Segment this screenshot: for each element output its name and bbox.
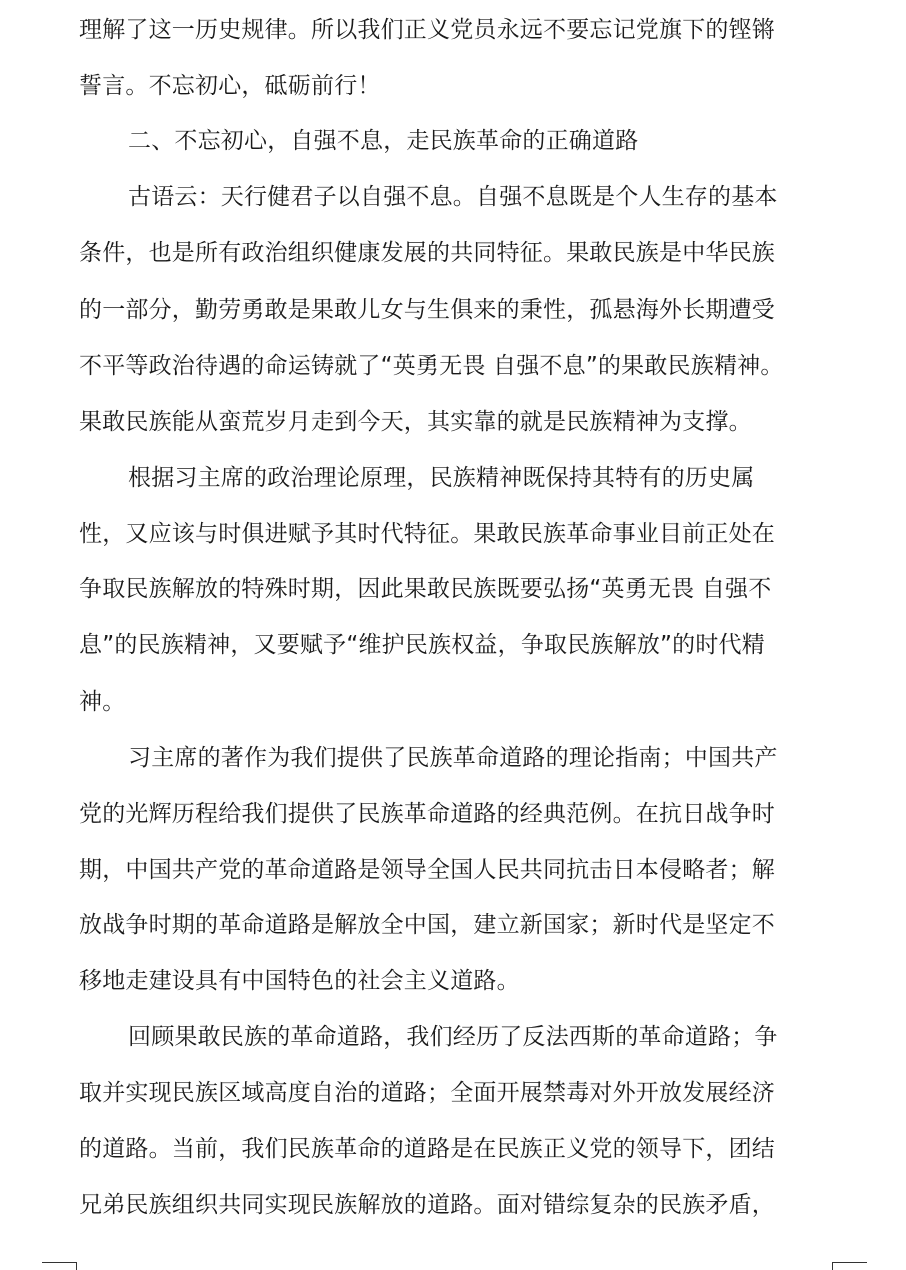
- text-line: 根据习主席的政治理论原理，民族精神既保持其特有的历史属: [128, 465, 755, 491]
- text-line: 取并实现民族区域高度自治的道路；全面开展禁毒对外开放发展经济: [79, 1080, 775, 1106]
- text-line: 兄弟民族组织共同实现民族解放的道路。面对错综复杂的民族矛盾，: [79, 1192, 775, 1218]
- text-line: 古语云：天行健君子以自强不息。自强不息既是个人生存的基本: [128, 184, 778, 210]
- text-line: 放战争时期的革命道路是解放全中国，建立新国家；新时代是坚定不: [79, 912, 775, 938]
- text-line: 党的光辉历程给我们提供了民族革命道路的经典范例。在抗日战争时: [79, 801, 775, 827]
- text-line: 神。: [79, 689, 126, 715]
- text-line: 理解了这一历史规律。所以我们正义党员永远不要忘记党旗下的铿锵: [79, 17, 775, 43]
- text-line: 不平等政治待遇的命运铸就了“英勇无畏 自强不息”的果敢民族精神。: [79, 353, 784, 379]
- text-line: 期，中国共产党的革命道路是领导全国人民共同抗击日本侵略者；解: [79, 857, 775, 883]
- text-line: 誓言。不忘初心，砥砺前行！: [79, 73, 381, 99]
- text-line: 果敢民族能从蛮荒岁月走到今天，其实靠的就是民族精神为支撑。: [79, 409, 752, 435]
- section-heading: 二、不忘初心，自强不息，走民族革命的正确道路: [128, 128, 639, 154]
- text-line: 移地走建设具有中国特色的社会主义道路。: [79, 968, 520, 994]
- text-line: 息”的民族精神，又要赋予“维护民族权益，争取民族解放”的时代精: [79, 632, 765, 658]
- text-line: 争取民族解放的特殊时期，因此果敢民族既要弘扬“英勇无畏 自强不: [79, 576, 772, 602]
- text-line: 性，又应该与时俱进赋予其时代特征。果敢民族革命事业目前正处在: [79, 521, 775, 547]
- text-line: 条件，也是所有政治组织健康发展的共同特征。果敢民族是中华民族: [79, 240, 775, 266]
- text-line: 的一部分，勤劳勇敢是果敢儿女与生俱来的秉性，孤悬海外长期遭受: [79, 297, 775, 323]
- text-line: 的道路。当前，我们民族革命的道路是在民族正义党的领导下，团结: [79, 1136, 775, 1162]
- text-line: 习主席的著作为我们提供了民族革命道路的理论指南；中国共产: [128, 745, 778, 771]
- text-line: 回顾果敢民族的革命道路，我们经历了反法西斯的革命道路；争: [128, 1024, 778, 1050]
